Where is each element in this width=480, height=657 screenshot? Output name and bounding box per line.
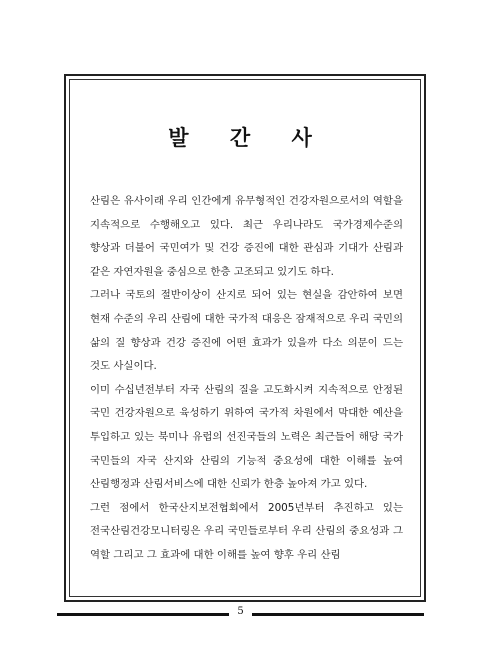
footer-rule-right [252, 613, 424, 616]
paragraph-2: 그러나 국토의 절반이상이 산지로 되어 있는 현실을 감안하여 보면 현재 수준의 우리 산림에 대한 국가적 대응은 잠재적으로 우리 국민의 삶의 질 향상과 건강 증진에 어떤 효과가 있을까 다소 의문이 드는 것도 사실이다. [90, 289, 403, 373]
document-title: 발 간 사 [168, 126, 329, 150]
paragraph-3: 이미 수십년전부터 자국 산림의 질을 고도화시켜 지속적으로 안정된 국민 건강자원으로 육성하기 위하여 국가적 차원에서 막대한 예산을 투입하고 있는 북미나 유럽의 선진국들의 노력은 최근들어 해당 국가 국민들의 자국 산지와 산림의 기능적 중요성에 대한 이해를 높여 산림행정과 산림서비스에 대한 신뢰가 한층 높아져 가고 있다. [90, 383, 403, 491]
page-number: 5 [237, 606, 244, 617]
paragraph-4: 그런 점에서 한국산지보전협회에서 2005년부터 추진하고 있는 전국산림건강모니터링은 우리 국민들로부터 우리 산림의 중요성과 그 역할 그리고 그 효과에 대한 이해를 높여 향후 우리 산림 [90, 501, 403, 561]
paragraph-1: 산림은 유사이래 우리 인간에게 유무형적인 건강자원으로서의 역할을 지속적으로 수행해오고 있다. 최근 우리나라도 국가경제수준의 향상과 더불어 국민여가 및 건강 증진에 대한 관심과 기대가 산림과 같은 자연자원을 중심으로 한층 고조되고 있기도 하다. [90, 195, 403, 278]
body-text [90, 190, 403, 568]
footer-rule-left [57, 613, 229, 616]
